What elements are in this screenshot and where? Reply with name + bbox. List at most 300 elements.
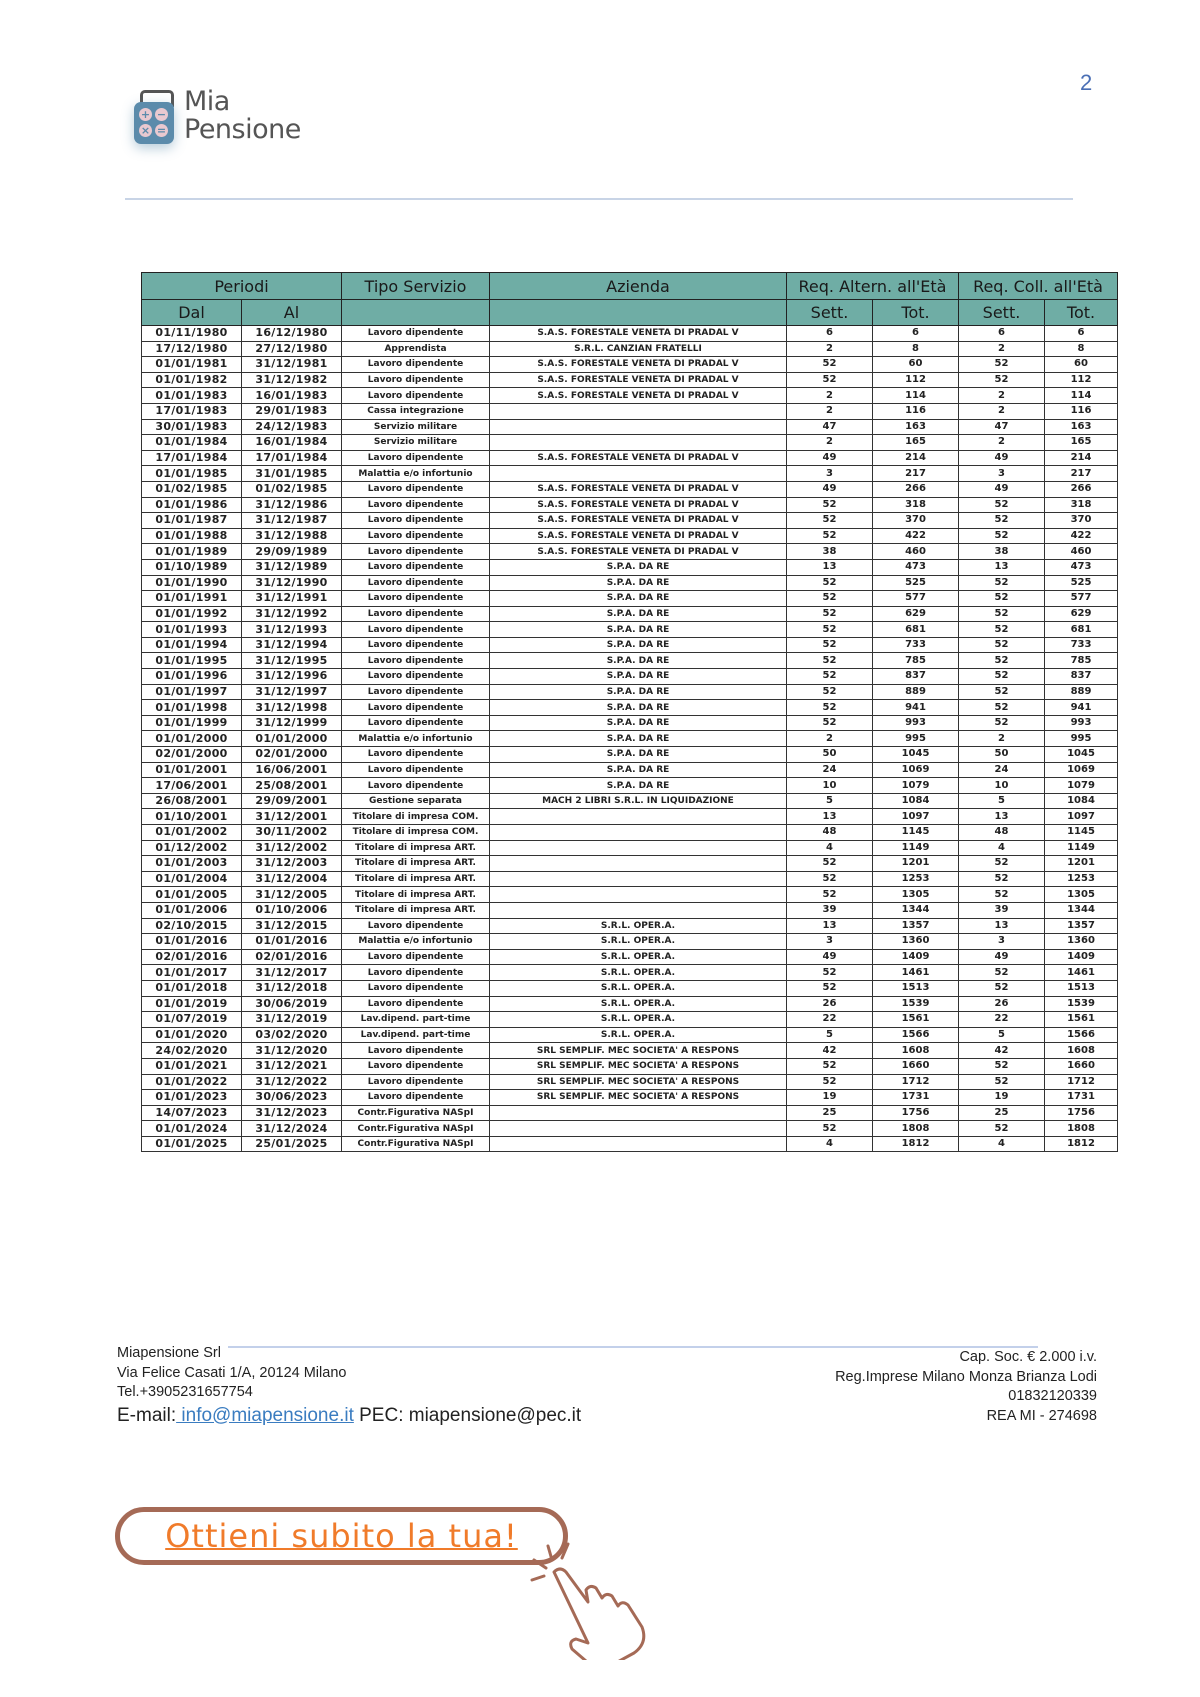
table-row	[142, 731, 1118, 747]
cell-al: 31/12/1994	[242, 637, 342, 653]
cell-azienda	[490, 809, 787, 825]
cell-coll-tot: 577	[1045, 591, 1118, 607]
cell-dal: 01/10/1989	[142, 559, 242, 575]
cell-altern-sett: 3	[787, 934, 873, 950]
cell-coll-sett: 2	[959, 341, 1045, 357]
cell-coll-tot: 422	[1045, 528, 1118, 544]
table-row	[142, 591, 1118, 607]
cell-coll-tot: 1145	[1045, 825, 1118, 841]
table-row	[142, 700, 1118, 716]
cell-coll-tot: 1731	[1045, 1090, 1118, 1106]
cell-azienda: S.A.S. FORESTALE VENETA DI PRADAL V	[490, 497, 787, 513]
cell-dal: 01/01/1996	[142, 669, 242, 685]
cell-altern-tot: 1461	[873, 965, 959, 981]
cell-altern-tot: 733	[873, 637, 959, 653]
cell-azienda: S.A.S. FORESTALE VENETA DI PRADAL V	[490, 481, 787, 497]
cell-al: 16/06/2001	[242, 762, 342, 778]
cell-coll-sett: 52	[959, 357, 1045, 373]
cell-al: 01/01/2000	[242, 731, 342, 747]
cell-coll-tot: 1566	[1045, 1027, 1118, 1043]
cell-coll-tot: 1045	[1045, 747, 1118, 763]
cell-al: 31/12/1987	[242, 513, 342, 529]
cell-coll-sett: 52	[959, 965, 1045, 981]
cell-dal: 01/07/2019	[142, 1012, 242, 1028]
cell-coll-tot: 681	[1045, 622, 1118, 638]
cell-altern-sett: 26	[787, 996, 873, 1012]
cell-coll-tot: 1069	[1045, 762, 1118, 778]
table-row	[142, 949, 1118, 965]
cell-al: 30/11/2002	[242, 825, 342, 841]
cell-altern-sett: 4	[787, 1136, 873, 1152]
table-row	[142, 902, 1118, 918]
cell-dal: 01/01/2021	[142, 1058, 242, 1074]
cell-al: 31/12/2017	[242, 965, 342, 981]
cell-coll-tot: 941	[1045, 700, 1118, 716]
cell-coll-sett: 3	[959, 466, 1045, 482]
cell-azienda: SRL SEMPLIF. MEC SOCIETA' A RESPONS	[490, 1043, 787, 1059]
cell-azienda: S.R.L. OPER.A.	[490, 996, 787, 1012]
cell-dal: 14/07/2023	[142, 1105, 242, 1121]
cell-tipo-servizio: Apprendista	[342, 341, 490, 357]
cell-al: 24/12/1983	[242, 419, 342, 435]
cell-al: 31/12/2023	[242, 1105, 342, 1121]
cell-dal: 01/01/1986	[142, 497, 242, 513]
cell-tipo-servizio: Titolare di impresa ART.	[342, 871, 490, 887]
cell-coll-sett: 19	[959, 1090, 1045, 1106]
cell-tipo-servizio: Lavoro dipendente	[342, 747, 490, 763]
table-row	[142, 934, 1118, 950]
table-row	[142, 1074, 1118, 1090]
cell-azienda: S.R.L. OPER.A.	[490, 918, 787, 934]
table-row	[142, 403, 1118, 419]
cell-altern-sett: 52	[787, 871, 873, 887]
cell-al: 31/12/1981	[242, 357, 342, 373]
cell-azienda: SRL SEMPLIF. MEC SOCIETA' A RESPONS	[490, 1074, 787, 1090]
table-row	[142, 606, 1118, 622]
cell-tipo-servizio: Lavoro dipendente	[342, 1058, 490, 1074]
cell-tipo-servizio: Lavoro dipendente	[342, 1090, 490, 1106]
cell-coll-tot: 1513	[1045, 980, 1118, 996]
table-row	[142, 637, 1118, 653]
footer-phone: Tel.+3905231657754	[117, 1384, 253, 1400]
cell-dal: 01/01/1993	[142, 622, 242, 638]
cell-azienda	[490, 871, 787, 887]
cell-coll-tot: 1539	[1045, 996, 1118, 1012]
cell-dal: 01/01/1984	[142, 435, 242, 451]
cell-al: 31/12/1990	[242, 575, 342, 591]
cell-dal: 17/01/1984	[142, 450, 242, 466]
email-link[interactable]: info@miapensione.it	[176, 1404, 354, 1426]
cell-altern-sett: 6	[787, 326, 873, 342]
cell-altern-tot: 165	[873, 435, 959, 451]
cell-coll-sett: 52	[959, 637, 1045, 653]
cell-al: 31/12/2001	[242, 809, 342, 825]
cell-dal: 01/01/2019	[142, 996, 242, 1012]
cell-altern-sett: 52	[787, 653, 873, 669]
cell-altern-sett: 49	[787, 481, 873, 497]
cell-al: 02/01/2016	[242, 949, 342, 965]
cell-coll-tot: 8	[1045, 341, 1118, 357]
cell-dal: 01/01/2020	[142, 1027, 242, 1043]
cell-al: 31/12/1998	[242, 700, 342, 716]
header-divider	[125, 198, 1073, 200]
cell-altern-tot: 889	[873, 684, 959, 700]
cell-coll-tot: 165	[1045, 435, 1118, 451]
cell-dal: 01/01/1997	[142, 684, 242, 700]
cell-coll-tot: 1409	[1045, 949, 1118, 965]
table-row	[142, 809, 1118, 825]
cell-dal: 01/10/2001	[142, 809, 242, 825]
cell-coll-tot: 1084	[1045, 793, 1118, 809]
cell-coll-tot: 1344	[1045, 902, 1118, 918]
cell-tipo-servizio: Titolare di impresa ART.	[342, 887, 490, 903]
cell-dal: 01/01/1981	[142, 357, 242, 373]
cell-altern-tot: 116	[873, 403, 959, 419]
header-al: Al	[242, 300, 342, 326]
cell-altern-tot: 1808	[873, 1121, 959, 1137]
cell-altern-tot: 993	[873, 715, 959, 731]
cell-al: 31/12/2003	[242, 856, 342, 872]
cell-azienda: S.R.L. OPER.A.	[490, 980, 787, 996]
cell-coll-sett: 22	[959, 1012, 1045, 1028]
cell-azienda: S.P.A. DA RE	[490, 747, 787, 763]
cta-button[interactable]	[115, 1507, 568, 1565]
cell-tipo-servizio: Lavoro dipendente	[342, 1043, 490, 1059]
table-row	[142, 825, 1118, 841]
header-altern-tot: Tot.	[873, 300, 959, 326]
cell-azienda: S.A.S. FORESTALE VENETA DI PRADAL V	[490, 326, 787, 342]
cell-altern-sett: 52	[787, 1121, 873, 1137]
cell-coll-sett: 5	[959, 1027, 1045, 1043]
cell-coll-tot: 1660	[1045, 1058, 1118, 1074]
table-row	[142, 419, 1118, 435]
cell-dal: 17/12/1980	[142, 341, 242, 357]
cell-altern-tot: 1357	[873, 918, 959, 934]
cell-azienda: S.P.A. DA RE	[490, 778, 787, 794]
cell-al: 31/12/2021	[242, 1058, 342, 1074]
cell-azienda: S.P.A. DA RE	[490, 559, 787, 575]
cell-altern-tot: 318	[873, 497, 959, 513]
cell-coll-sett: 52	[959, 700, 1045, 716]
table-row	[142, 1121, 1118, 1137]
cell-altern-sett: 2	[787, 388, 873, 404]
table-row	[142, 684, 1118, 700]
cell-coll-tot: 460	[1045, 544, 1118, 560]
cell-al: 31/12/1995	[242, 653, 342, 669]
cell-coll-sett: 52	[959, 669, 1045, 685]
cell-tipo-servizio: Contr.Figurativa NASpI	[342, 1121, 490, 1137]
cell-altern-tot: 1660	[873, 1058, 959, 1074]
cell-coll-tot: 995	[1045, 731, 1118, 747]
table-row	[142, 762, 1118, 778]
cell-al: 31/12/1988	[242, 528, 342, 544]
footer-legal	[835, 1348, 1097, 1426]
cell-dal: 01/01/1991	[142, 591, 242, 607]
cell-coll-tot: 1461	[1045, 965, 1118, 981]
cell-tipo-servizio: Lavoro dipendente	[342, 575, 490, 591]
cell-coll-sett: 26	[959, 996, 1045, 1012]
cell-coll-sett: 3	[959, 934, 1045, 950]
cell-coll-sett: 49	[959, 481, 1045, 497]
cell-coll-sett: 6	[959, 326, 1045, 342]
cell-coll-sett: 4	[959, 1136, 1045, 1152]
cell-al: 01/10/2006	[242, 902, 342, 918]
cell-dal: 01/01/2022	[142, 1074, 242, 1090]
cell-azienda	[490, 856, 787, 872]
cell-coll-tot: 1097	[1045, 809, 1118, 825]
header-dal: Dal	[142, 300, 242, 326]
cell-azienda: S.P.A. DA RE	[490, 669, 787, 685]
cell-azienda	[490, 419, 787, 435]
cell-altern-tot: 837	[873, 669, 959, 685]
cell-coll-tot: 1561	[1045, 1012, 1118, 1028]
cell-al: 30/06/2019	[242, 996, 342, 1012]
cell-altern-tot: 941	[873, 700, 959, 716]
cell-azienda: S.R.L. OPER.A.	[490, 949, 787, 965]
footer-rea: REA MI - 274698	[986, 1407, 1097, 1424]
cell-altern-sett: 52	[787, 965, 873, 981]
cell-azienda: S.A.S. FORESTALE VENETA DI PRADAL V	[490, 513, 787, 529]
cell-coll-sett: 52	[959, 591, 1045, 607]
cell-dal: 02/10/2015	[142, 918, 242, 934]
cell-altern-sett: 2	[787, 731, 873, 747]
table-row	[142, 1090, 1118, 1106]
cell-altern-tot: 8	[873, 341, 959, 357]
cell-tipo-servizio: Lavoro dipendente	[342, 965, 490, 981]
cell-azienda: S.A.S. FORESTALE VENETA DI PRADAL V	[490, 372, 787, 388]
cell-al: 31/12/1992	[242, 606, 342, 622]
cell-altern-sett: 39	[787, 902, 873, 918]
cell-altern-tot: 1344	[873, 902, 959, 918]
cell-tipo-servizio: Gestione separata	[342, 793, 490, 809]
footer-capital: Cap. Soc. € 2.000 i.v.	[959, 1349, 1097, 1365]
cell-tipo-servizio: Lavoro dipendente	[342, 357, 490, 373]
table-row	[142, 856, 1118, 872]
cell-coll-tot: 1360	[1045, 934, 1118, 950]
cell-dal: 01/11/1980	[142, 326, 242, 342]
cell-tipo-servizio: Lavoro dipendente	[342, 622, 490, 638]
table-row	[142, 1058, 1118, 1074]
table-row	[142, 1027, 1118, 1043]
cell-coll-sett: 52	[959, 980, 1045, 996]
cell-azienda	[490, 840, 787, 856]
cell-altern-tot: 525	[873, 575, 959, 591]
cell-coll-sett: 47	[959, 419, 1045, 435]
cell-dal: 01/01/1987	[142, 513, 242, 529]
cell-tipo-servizio: Malattia e/o infortunio	[342, 466, 490, 482]
cell-tipo-servizio: Lavoro dipendente	[342, 1074, 490, 1090]
cell-dal: 01/01/2000	[142, 731, 242, 747]
cell-coll-sett: 52	[959, 575, 1045, 591]
cell-altern-sett: 47	[787, 419, 873, 435]
cell-azienda	[490, 466, 787, 482]
cell-altern-sett: 52	[787, 1074, 873, 1090]
cell-al: 29/01/1983	[242, 403, 342, 419]
cell-azienda: S.P.A. DA RE	[490, 715, 787, 731]
cell-azienda: S.P.A. DA RE	[490, 700, 787, 716]
cell-coll-sett: 52	[959, 372, 1045, 388]
cell-altern-sett: 49	[787, 450, 873, 466]
cell-al: 31/12/1997	[242, 684, 342, 700]
cell-azienda: S.P.A. DA RE	[490, 653, 787, 669]
table-row	[142, 778, 1118, 794]
cell-azienda: S.R.L. CANZIAN FRATELLI	[490, 341, 787, 357]
cell-azienda: S.P.A. DA RE	[490, 622, 787, 638]
cell-coll-tot: 993	[1045, 715, 1118, 731]
logo	[134, 88, 301, 146]
cell-al: 31/12/2024	[242, 1121, 342, 1137]
table-row	[142, 575, 1118, 591]
table-body	[142, 326, 1118, 1152]
cell-coll-tot: 1079	[1045, 778, 1118, 794]
cell-coll-sett: 52	[959, 715, 1045, 731]
cell-altern-sett: 24	[787, 762, 873, 778]
plus-icon: +	[140, 108, 151, 121]
cell-al: 31/12/1993	[242, 622, 342, 638]
cell-altern-tot: 60	[873, 357, 959, 373]
cell-azienda: S.A.S. FORESTALE VENETA DI PRADAL V	[490, 357, 787, 373]
footer-address: Via Felice Casati 1/A, 20124 Milano	[117, 1364, 347, 1381]
cell-tipo-servizio: Lavoro dipendente	[342, 778, 490, 794]
cell-al: 30/06/2023	[242, 1090, 342, 1106]
cell-altern-sett: 13	[787, 809, 873, 825]
header-coll-tot: Tot.	[1045, 300, 1118, 326]
cell-al: 31/12/2005	[242, 887, 342, 903]
cell-tipo-servizio: Titolare di impresa ART.	[342, 902, 490, 918]
cell-altern-tot: 422	[873, 528, 959, 544]
cell-al: 31/12/2020	[242, 1043, 342, 1059]
cell-al: 01/01/2016	[242, 934, 342, 950]
cell-al: 31/12/2002	[242, 840, 342, 856]
cell-al: 31/12/1999	[242, 715, 342, 731]
table-row	[142, 840, 1118, 856]
cell-tipo-servizio: Lavoro dipendente	[342, 980, 490, 996]
cell-tipo-servizio: Lavoro dipendente	[342, 684, 490, 700]
cell-azienda: SRL SEMPLIF. MEC SOCIETA' A RESPONS	[490, 1058, 787, 1074]
cell-coll-sett: 48	[959, 825, 1045, 841]
cell-altern-sett: 52	[787, 575, 873, 591]
cell-altern-sett: 52	[787, 591, 873, 607]
table-row	[142, 715, 1118, 731]
cell-altern-tot: 995	[873, 731, 959, 747]
logo-line-2: Pensione	[184, 114, 301, 145]
footer-register: Reg.Imprese Milano Monza Brianza Lodi	[835, 1368, 1097, 1385]
cell-coll-tot: 163	[1045, 419, 1118, 435]
cell-altern-sett: 5	[787, 793, 873, 809]
cell-tipo-servizio: Lavoro dipendente	[342, 762, 490, 778]
table-row	[142, 653, 1118, 669]
cell-dal: 02/01/2000	[142, 747, 242, 763]
cell-dal: 30/01/1983	[142, 419, 242, 435]
cell-altern-tot: 1079	[873, 778, 959, 794]
cell-altern-tot: 1145	[873, 825, 959, 841]
cell-altern-sett: 22	[787, 1012, 873, 1028]
cell-coll-sett: 52	[959, 1058, 1045, 1074]
cell-al: 17/01/1984	[242, 450, 342, 466]
cell-altern-sett: 52	[787, 357, 873, 373]
cell-coll-tot: 214	[1045, 450, 1118, 466]
cell-tipo-servizio: Malattia e/o infortunio	[342, 934, 490, 950]
cell-coll-sett: 2	[959, 403, 1045, 419]
cell-al: 29/09/2001	[242, 793, 342, 809]
cell-al: 31/12/2004	[242, 871, 342, 887]
cell-al: 31/12/2018	[242, 980, 342, 996]
cell-coll-sett: 52	[959, 497, 1045, 513]
table-row	[142, 996, 1118, 1012]
cell-tipo-servizio: Lavoro dipendente	[342, 949, 490, 965]
cell-tipo-servizio: Lavoro dipendente	[342, 591, 490, 607]
times-icon: ×	[140, 124, 151, 137]
cell-dal: 01/01/1992	[142, 606, 242, 622]
hand-pointer-icon	[510, 1540, 660, 1660]
header-periodi: Periodi	[142, 273, 342, 300]
header-coll-sett: Sett.	[959, 300, 1045, 326]
cell-coll-sett: 10	[959, 778, 1045, 794]
cell-azienda: S.A.S. FORESTALE VENETA DI PRADAL V	[490, 528, 787, 544]
logo-text	[184, 88, 301, 144]
cta-label: Ottieni subito la tua!	[165, 1517, 518, 1555]
cell-altern-sett: 13	[787, 918, 873, 934]
cell-coll-sett: 49	[959, 450, 1045, 466]
cell-tipo-servizio: Titolare di impresa ART.	[342, 840, 490, 856]
cell-coll-tot: 525	[1045, 575, 1118, 591]
table-row	[142, 481, 1118, 497]
cell-coll-sett: 4	[959, 840, 1045, 856]
cell-azienda	[490, 1105, 787, 1121]
cell-dal: 01/01/1985	[142, 466, 242, 482]
cell-dal: 01/01/1989	[142, 544, 242, 560]
cell-altern-sett: 52	[787, 715, 873, 731]
cell-azienda: S.P.A. DA RE	[490, 606, 787, 622]
cell-tipo-servizio: Lavoro dipendente	[342, 996, 490, 1012]
cell-azienda: S.P.A. DA RE	[490, 575, 787, 591]
cell-altern-tot: 1084	[873, 793, 959, 809]
table-row	[142, 871, 1118, 887]
cell-dal: 01/01/1999	[142, 715, 242, 731]
cell-coll-tot: 1305	[1045, 887, 1118, 903]
cell-azienda: S.A.S. FORESTALE VENETA DI PRADAL V	[490, 388, 787, 404]
table-row	[142, 1105, 1118, 1121]
cell-coll-sett: 52	[959, 513, 1045, 529]
cell-dal: 01/01/1990	[142, 575, 242, 591]
cell-tipo-servizio: Lavoro dipendente	[342, 481, 490, 497]
pec-text: PEC: miapensione@pec.it	[353, 1404, 582, 1426]
cell-altern-sett: 52	[787, 513, 873, 529]
cell-dal: 01/01/2016	[142, 934, 242, 950]
cell-altern-sett: 52	[787, 700, 873, 716]
cell-altern-tot: 1731	[873, 1090, 959, 1106]
cell-tipo-servizio: Lavoro dipendente	[342, 497, 490, 513]
cell-coll-tot: 473	[1045, 559, 1118, 575]
cell-altern-sett: 52	[787, 980, 873, 996]
cell-altern-tot: 1097	[873, 809, 959, 825]
cell-al: 31/12/1982	[242, 372, 342, 388]
table-row	[142, 887, 1118, 903]
cell-coll-sett: 52	[959, 887, 1045, 903]
cell-azienda: S.R.L. OPER.A.	[490, 1027, 787, 1043]
cell-coll-sett: 25	[959, 1105, 1045, 1121]
cell-altern-tot: 1561	[873, 1012, 959, 1028]
cell-al: 31/12/2019	[242, 1012, 342, 1028]
cell-al: 27/12/1980	[242, 341, 342, 357]
cell-dal: 01/01/2005	[142, 887, 242, 903]
cell-tipo-servizio: Lav.dipend. part-time	[342, 1012, 490, 1028]
cell-dal: 24/02/2020	[142, 1043, 242, 1059]
cell-altern-sett: 13	[787, 559, 873, 575]
table-row	[142, 372, 1118, 388]
table-row	[142, 326, 1118, 342]
cell-altern-tot: 577	[873, 591, 959, 607]
